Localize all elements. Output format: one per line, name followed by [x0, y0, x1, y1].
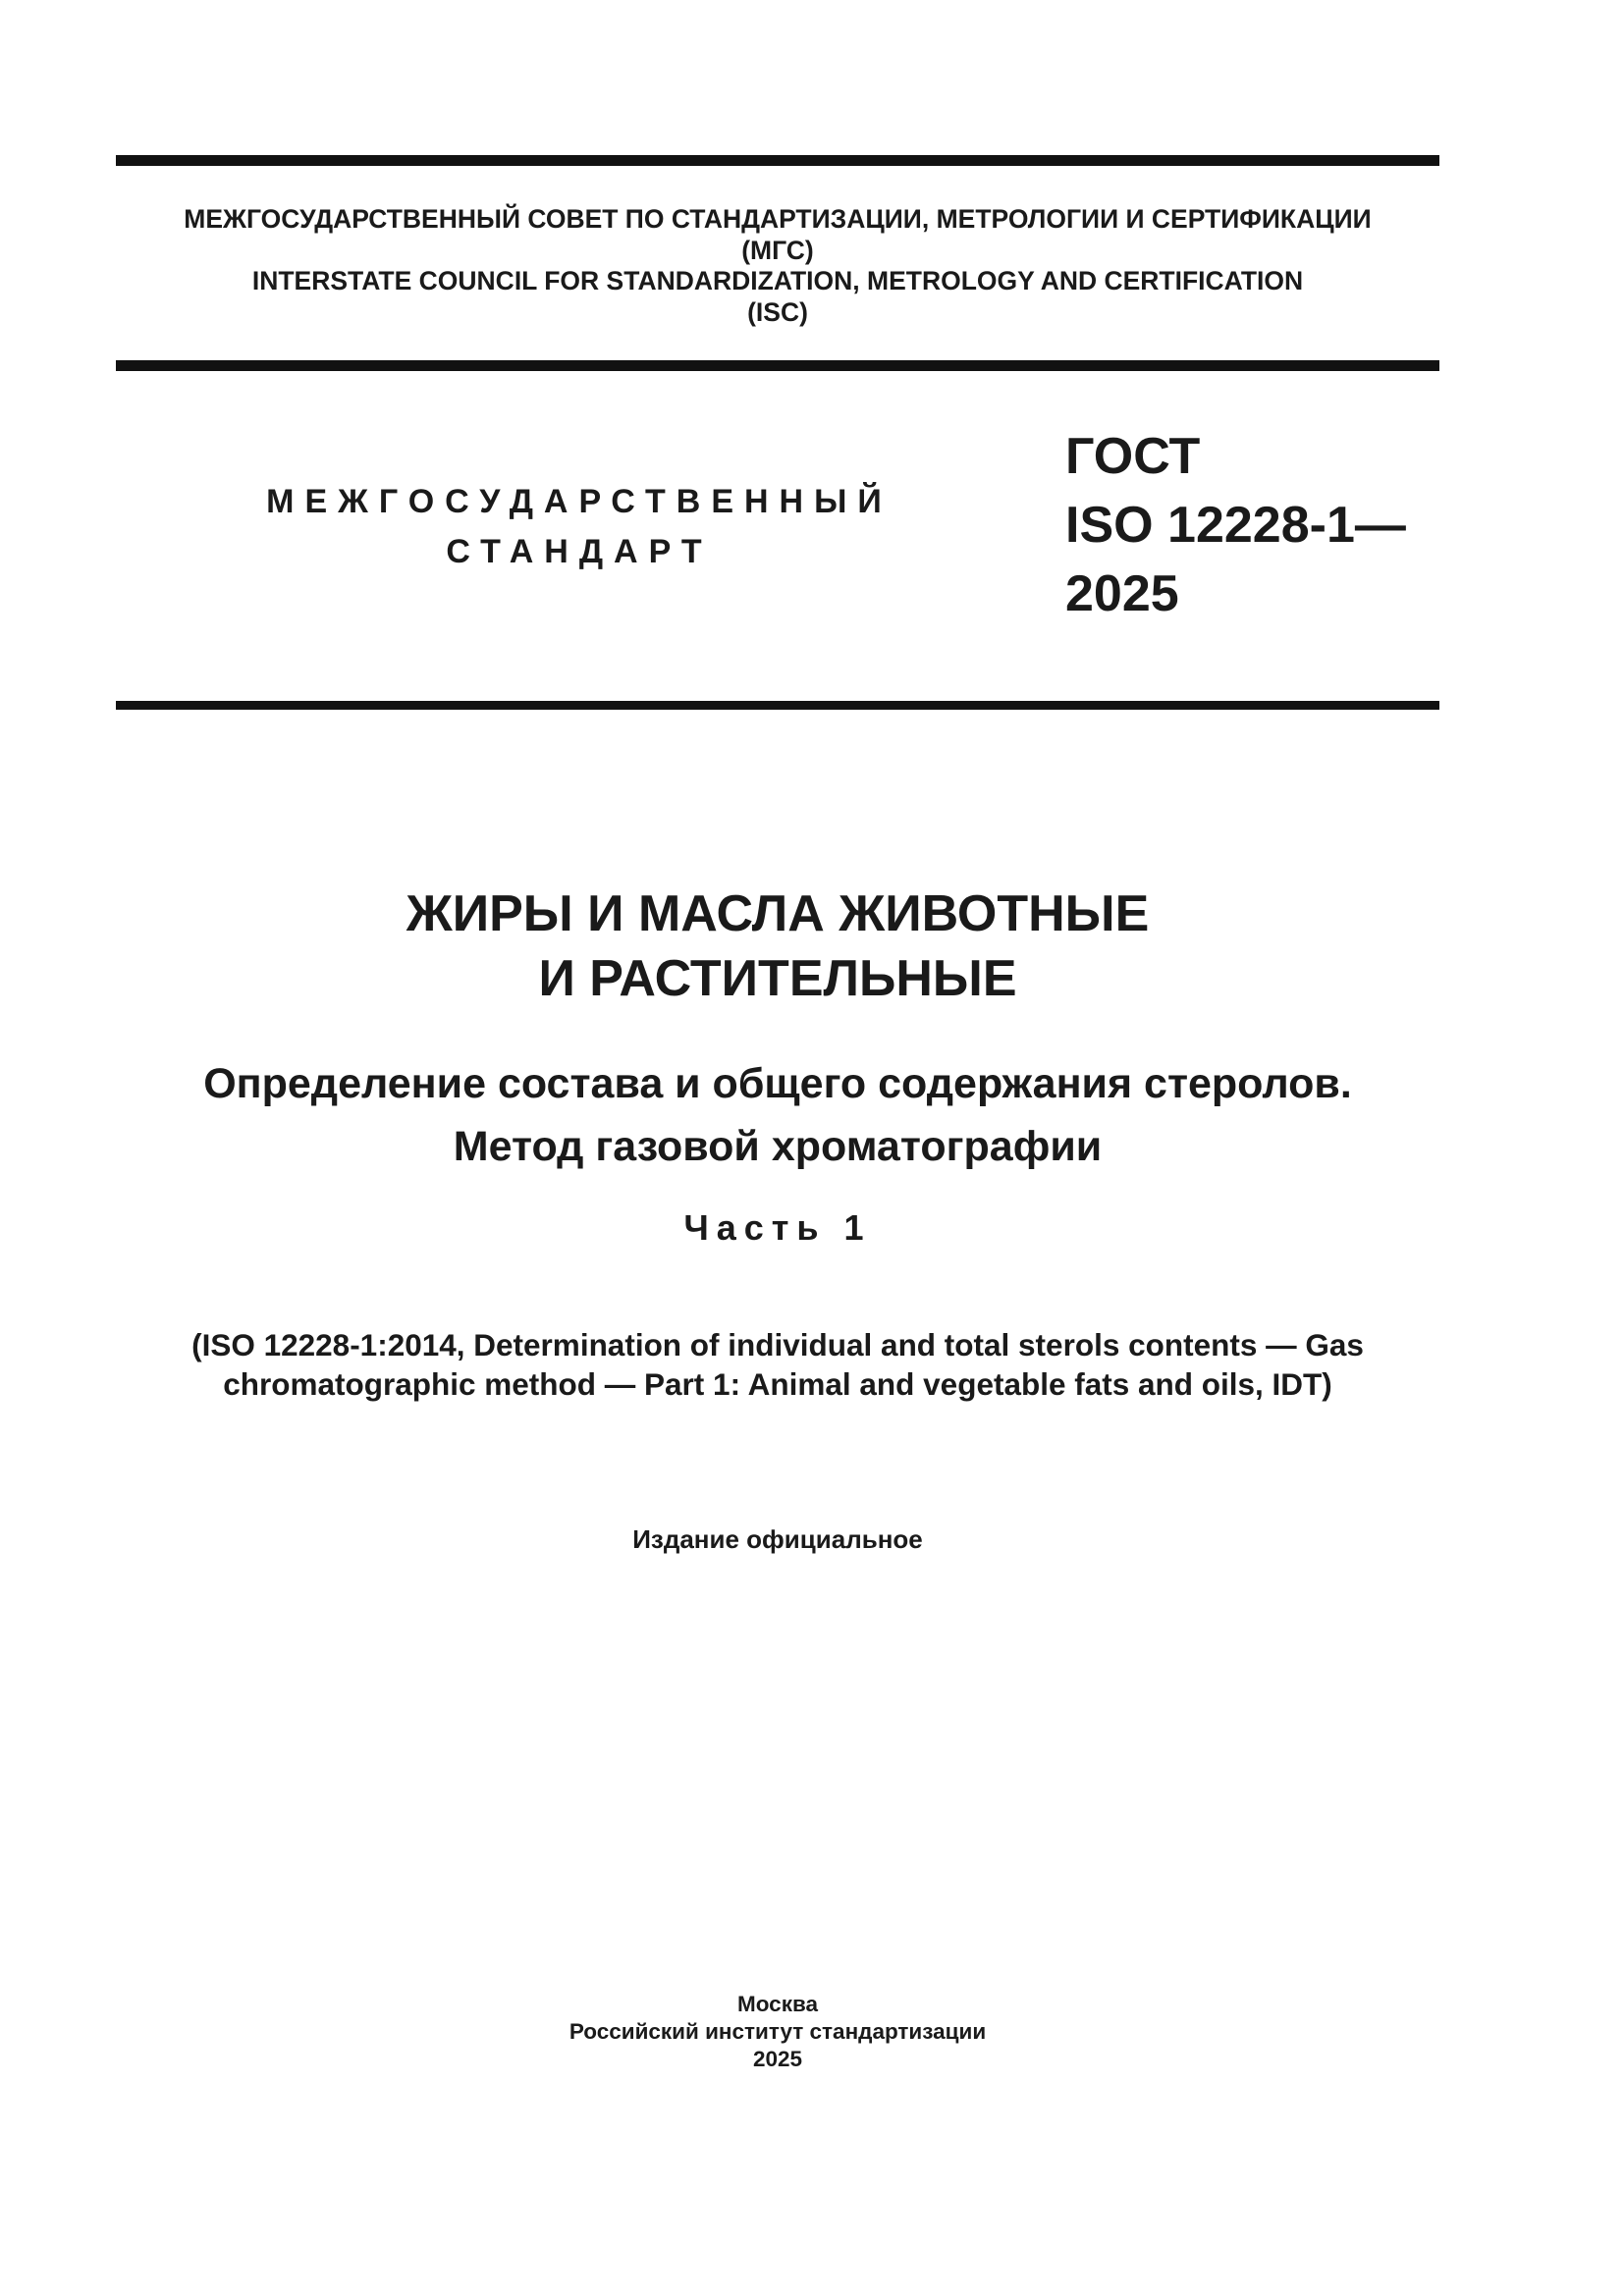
top-rule [116, 155, 1439, 166]
designation-divider [116, 701, 1439, 710]
standard-type-line-2: СТАНДАРТ [446, 533, 713, 570]
subtitle-line-2: Метод газовой хроматографии [453, 1123, 1103, 1170]
standard-designation [1065, 422, 1406, 628]
designation-number: ISO 12228-1— [1065, 497, 1406, 554]
council-name-en: INTERSTATE COUNCIL FOR STANDARDIZATION, METROLOGY AND CERTIFICATION [251, 266, 1304, 295]
subtitle-line-1: Определение состава и общего содержания стеролов. [203, 1060, 1352, 1107]
document-subtitle [116, 1052, 1439, 1178]
part-number: Часть 1 [683, 1207, 872, 1248]
designation-gost: ГОСТ [1065, 428, 1201, 485]
imprint-publisher: Российский институт стандартизации [568, 2019, 987, 2044]
iso-reference-line-2: chromatographic method — Part 1: Animal and vegetable fats and oils, IDT) [223, 1366, 1332, 1402]
council-header [116, 204, 1439, 328]
title-line-2: И РАСТИТЕЛЬНЫЕ [538, 950, 1017, 1007]
iso-reference [116, 1325, 1439, 1404]
title-line-1: ЖИРЫ И МАСЛА ЖИВОТНЫЕ [406, 885, 1150, 942]
standard-type [255, 477, 903, 577]
council-name-ru: МЕЖГОСУДАРСТВЕННЫЙ СОВЕТ ПО СТАНДАРТИЗАЦИИ, МЕТРОЛОГИИ И СЕРТИФИКАЦИИ [184, 204, 1372, 234]
designation-year: 2025 [1065, 565, 1179, 622]
imprint [116, 1991, 1439, 2073]
document-title [116, 881, 1439, 1011]
imprint-year: 2025 [752, 2047, 803, 2071]
edition-note: Издание официальное [632, 1524, 923, 1554]
header-divider [116, 360, 1439, 371]
standard-type-line-1: МЕЖГОСУДАРСТВЕННЫЙ [266, 483, 893, 520]
council-abbr-en: (ISC) [747, 296, 808, 327]
council-abbr-ru: (МГС) [741, 235, 814, 265]
imprint-city: Москва [736, 1992, 818, 2016]
iso-reference-line-1: (ISO 12228-1:2014, Determination of individual and total sterols contents — Gas [191, 1327, 1364, 1362]
